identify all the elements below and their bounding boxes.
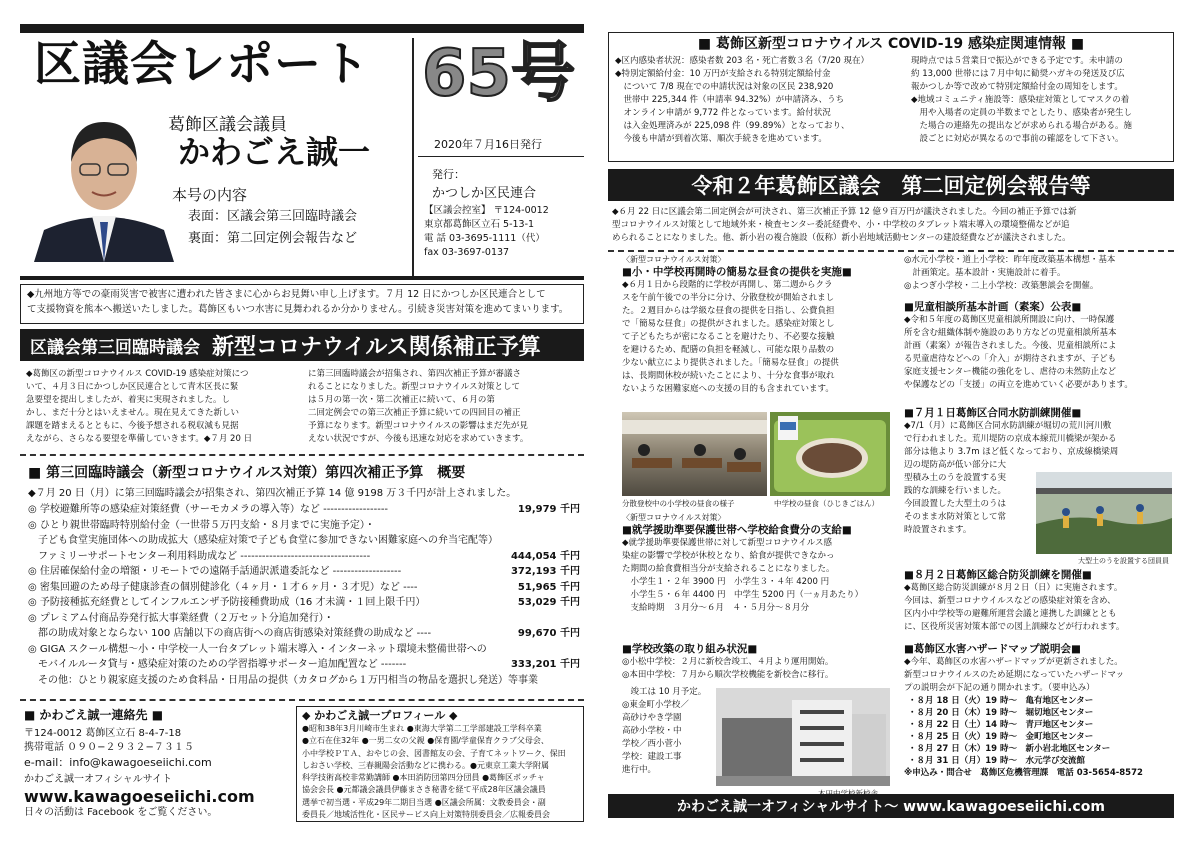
site-url[interactable]: www.kawagoeseiichi.com [24, 788, 255, 806]
photo-flood-drill [1036, 472, 1172, 554]
profile-title: ◆ かわごえ誠一プロフィール ◆ [302, 709, 458, 722]
office-info: 【区議会控室】 〒124-0012 東京都葛飾区立石 5-13-1 電 話 03-3695-1111（代） fax 03-3697-0137 [424, 205, 549, 258]
issue-number: 65号 [422, 37, 576, 111]
divider [412, 38, 414, 278]
covid-col-left: ◆区内感染者状況：感染者数 203 名・死亡者数３名（7/20 現在） ◆特別定額給付金：10 万円が支給される特別定額給付金 について 7/8 現在での申請状況は対象の区民 238,920 世帯中 225,344 件（申請率 94.32%）が申請済み、うち オンライン申請が 9,772 件となっています。給付状況 は入金処理済みが 225,098 件（99.89%）となっており、 今後も申請が到着次第、順次手続きを進めています。 [615, 56, 869, 144]
portrait [34, 102, 174, 262]
footer-site[interactable]: かわごえ誠一オフィシャルサイト〜 www.kawagoeseiichi.com [677, 799, 1105, 815]
left-page [20, 14, 584, 822]
consult-title: ■児童相談所基本計画（素案）公表■ [904, 301, 1082, 313]
toc-item: 表面：区議会第三回臨時議会 [188, 209, 358, 224]
aid-title: ■就学援助準要保護世帯へ学校給食費分の支給■ [622, 524, 852, 536]
session-intro: ◆６月 22 日に区議会第二回定例会が可決され、第三次補正予算 12 億９百万円が議決されました。今回の補正予算では新 型コロナウイルス対策として地域外来・検査センター委託経費や、小・中学校のタブレット端末導入の環境整備などが追 められることになりました。他、新小岩の複合施設（仮称）新小岩地域活動センターの建設経費などが議決されました。 [612, 207, 1077, 243]
school-side: 竣工は 10 月予定。 ◎東金町小学校／ 高砂けやき学園 高砂小学校・中 学校／西小菅小 学校：建設工事 進行中。 [622, 687, 707, 775]
session-item: ・８月 25 日（火）19 時〜 金町地区センター [908, 732, 1094, 742]
intro-col-left: ◆葛飾区の新型コロナウイルス COVID-19 感染症対策につ いて、４月３日にかつしか区民連合として青木区長に緊 急要望を提出しましたが、着実に実現されました。し かし、まだ十分とはいえません。現在見えてきた新しい 課題を踏まえるとともに、今後予想される税収減も見据 えながら、さらなる要望を準備していきます。◆７月 20 日 [26, 369, 253, 444]
banner-special-session: 区議会第三回臨時議会 新型コロナウイルス関係補正予算 [20, 329, 584, 361]
drill-section: ■８月２日葛飾区総合防災訓練を開催■ ◆葛飾区総合防災訓練が８月２日（日）に実施されます。 今回は、新型コロナウイルスなどの感染症対策を含め、 区内小中学校等の避難所運営会議と連携した訓練ととも に、区役所災害対策本部での図上訓練などが行われます。 [904, 568, 1172, 634]
aid-section: 〈新型コロナウイルス対策〉 ■就学援助準要保護世帯へ学校給食費分の支給■ ◆就学援助準要保護世帯に対して新型コロナウイルス感 染症の影響で学校が休校となり、給食が提供できなかっ た期間の給食費相当分が支給されることになりました。 小学生１・２年 3900 円 小学生３・４年 4200 円 小学生５・６年 4400 円 中学生 5200 円（一ヵ月あたり） 支給時期 ３月分〜６月 ４・５月分〜８月分 [622, 512, 890, 615]
school-title: ■学校改築の取り組み状況■ [622, 643, 758, 655]
hazard-section: ■葛飾区水害ハザードマップ説明会■ ◆今年、葛飾区の水害ハザードマップが更新されました。 新型コロナウイルスのため延期になっていたハザードマッ プの説明会が下記の通り開かれます。（要申込み） ・８月 18 日（火）19 時〜 亀有地区センター ・８月 20 日（木）19 時〜 堀切地区センター ・８月 22 日（土）14 時〜 青戸地区センター ・８月 25 日（火）19 時〜 金町地区センター ・８月 27 日（木）19 時〜 新小岩北地区センター ・８月 31 日（月）19 時〜 水元学び交流館 ※申込み・問合せ 葛飾区危機管理課 電話 03-5654-8572 [904, 642, 1172, 779]
budget-item: 子ども食堂実施団体への助成拡大（感染症対策で子ども食堂に参加できない困難家庭への弁当宅配等） [28, 535, 498, 546]
dashed-rule [608, 250, 1174, 252]
notice-box: ◆九州地方等での豪雨災害で被害に遭われた皆さまに心からお見舞い申し上げます。７月 12 日にかつしか区民連合として て支援物資を熊本へ搬送いたしました。葛飾区もいつ水害に見舞われるか分かりません。引続き災害対策を進めてまいります。 [20, 284, 584, 324]
covid-title: ■ 葛飾区新型コロナウイルス COVID-19 感染症関連情報 ■ [697, 36, 1085, 52]
report-title: 区議会レポート [34, 37, 370, 92]
contact-title: ■ かわごえ誠一連絡先 ■ [24, 708, 164, 722]
member-name: かわごえ誠一 [178, 133, 371, 171]
consult-section: ■児童相談所基本計画（素案）公表■ ◆令和５年度の葛飾区児童相談所開設に向け、一時保護 所を含む組織体制や施設のあり方などの児童相談所基本 計画（素案）が報告されました。今後、児童相談所によ る児童虐待などへの「介入」が期待されますが、子ども 家庭支援センター機能の強化をし、虐待の未然防止など や保護などの「支援」の両立を進めていく必要があります。 [904, 300, 1172, 392]
budget-item: ◎ ひとり親世帯臨時特別給付金（一世帯５万円支給・８月までに実施予定）・ [28, 519, 375, 531]
budget-item: ◎ GIGA スクール構想〜小・中学校一人一台タブレット端末導入・インターネット環境未整備世帯への [28, 643, 487, 655]
budget-item: 都の助成対象とならない 100 店舗以下の商店街への商店街感染対策経費の助成など ---- 99,670 千円 [28, 628, 580, 639]
email[interactable]: e-mail：info@kawagoeseiichi.com [24, 756, 212, 769]
caption: 分散登校中の小学校の昼食の様子 [622, 499, 735, 508]
session-item: ・８月 31 日（月）19 時〜 水元学び交流館 [908, 756, 1086, 766]
hazard-apply: ※申込み・問合せ 葛飾区危機管理課 電話 03-5654-8572 [904, 768, 1143, 778]
top-rule [20, 24, 584, 33]
divider [418, 156, 584, 157]
contact-box: ■ かわごえ誠一連絡先 ■ 〒124-0012 葛飾区立石 8-4-7-18 携帯電話 ０９０−２９３２−７３１５ e-mail：info@kawagoeseiichi.com かわごえ誠一オフィシャルサイト www.kawagoeseiichi.com 日々の活動は Facebook をご覧ください。 [24, 706, 286, 820]
photo-classroom [622, 412, 767, 496]
session-item: ・８月 20 日（木）19 時〜 堀切地区センター [908, 708, 1094, 718]
budget-item: その他：ひとり親家庭支援のため食料品・日用品の提供（カタログから１万円相当の物品を選択し発送）等事業 [28, 674, 538, 686]
flood-title: ■７月１日葛飾区合同水防訓練開催■ [904, 407, 1082, 419]
dashed-rule [20, 699, 584, 701]
issue-date: 2020年７月16日発行 [434, 138, 542, 151]
budget-item: モバイルルータ貸与・感染症対策のための学習指導サポーター追加配置など ------- 333,201 千円 [28, 659, 580, 670]
drill-title: ■８月２日葛飾区総合防災訓練を開催■ [904, 569, 1092, 581]
budget-list [28, 502, 580, 688]
profile-box: ◆ かわごえ誠一プロフィール ◆ ●昭和38年3月川崎市生まれ ●東海大学第二工学部建設工学科卒業 ●立石在住32年 ●一男二女の父親 ●保育園/学童保育クラブ父母会、 小中学校ＰＴＡ、おやじの会、図書館友の会、子育てネットワーク、保田 しおさい学校、三春親陽会活動などに携わる。●元東京工業大学附属 科学技術高校非常勤講師 ●本田消防団第四分団員 ●葛飾区ボッチャ 協会会長 ●元都議会議員伊藤まさき秘書を経て平成28年区議会議員 選挙で初当選・平成29年二期目当選 ●区議会所属：文教委員会・副 委員長／地域活性化・区民サービス向上対策特別委員会／広報委員会 [296, 706, 584, 822]
caption: 中学校の昼食（ひじきごはん） [774, 499, 879, 508]
toc [188, 206, 357, 250]
budget-item: ◎ 学校避難所等の感染症対策経費（サーモカメラの導入等）など ------------------ 19,979 千円 [28, 504, 580, 515]
budget-item: ◎ プレミアム付商品券発行拡大事業経費（２万セット分追加発行）・ [28, 612, 334, 624]
publisher: かつしか区民連合 [432, 186, 537, 201]
toc-title: 本号の内容 [172, 186, 248, 204]
lunch-title: ■小・中学校再開時の簡易な昼食の提供を実施■ [622, 266, 852, 278]
school-section: ■学校改築の取り組み状況■ ◎小松中学校：２月に新校舎竣工、４月より運用開始。 ◎本田中学校：７月から順次学校機能を新校舎に移行。 [622, 642, 890, 682]
intro-col-right: に第三回臨時議会が招集され、第四次補正予算が審議さ れることになりました。新型コロナウイルス対策として は５月の第一次・第二次補正に続いて、６月の第 二回定例会での第三次補正予算に続いての四回目の補正 予算になります。新型コロナウイルスの影響はまだ先が見 えない状況ですが、今後も迅速な対応を求めていきます。 [308, 369, 529, 444]
dashed-rule [20, 454, 584, 456]
budget-item: ◎ 密集回避のため母子健康診査の個別健診化（４ヶ月・１才６ヶ月・３才児）など ---- 51,965 千円 [28, 581, 580, 593]
right-page [608, 14, 1174, 822]
budget-item: ◎ 住居確保給付金の増額・リモートでの遠隔手話通訳派遣委託など ------------------- 372,193 千円 [28, 566, 580, 577]
session-item: ・８月 18 日（火）19 時〜 亀有地区センター [908, 696, 1094, 706]
flood-section: ■７月１日葛飾区合同水防訓練開催■ ◆7/1（月）に葛飾区合同水防訓練が堀切の荒川河川敷 で行われました。荒川堤防の京成本線荒川橋梁が架かる 部分は他より 3.7m ほど低くなっており、京成線橋梁周 辺の堤防高が低い部分に大 型積み土のうを設置する実 践的な訓練を行いました。 今回設置した大型土のうは そのまま水防対策として常 時設置されます。 [904, 406, 1172, 537]
session-item: ・８月 22 日（土）14 時〜 青戸地区センター [908, 720, 1094, 730]
budget-lead: ◆７月 20 日（月）に第三回臨時議会が招集され、第四次補正予算 14 億 9198 万３千円が計上されました。 [28, 488, 517, 499]
session-item: ・８月 27 日（木）19 時〜 新小岩北地区センター [908, 744, 1111, 754]
budget-title: ■ 第三回臨時議会（新型コロナウイルス対策）第四次補正予算 概要 [28, 465, 466, 481]
covid-box [608, 32, 1174, 162]
member-role: 葛飾区議会議員 [168, 115, 287, 135]
publisher-label: 発行： [432, 168, 465, 181]
hazard-title: ■葛飾区水害ハザードマップ説明会■ [904, 643, 1081, 655]
hazard-sessions [904, 695, 1172, 767]
renovation-list: ◎水元小学校・道上小学校：昨年度改築基本構想・基本 計画策定。基本設計・実施設計に着手。 ◎よつぎ小学校・二上小学校：改築懇談会を開催。 [904, 255, 1116, 291]
footer-banner [608, 794, 1174, 818]
banner-regular-session: 令和２年葛飾区議会 第二回定例会報告等 [608, 169, 1174, 201]
lunch-section: 〈新型コロナウイルス対策〉 ■小・中学校再開時の簡易な昼食の提供を実施■ ◆６月１日から段階的に学校が再開し、第二週からクラ スを午前午後での半分に分け、分散登校が開始されまし た。２週目からは学級な昼食の提供を日指し、公費負担 で「簡易な昼食」の提供がされました。感染症対策とし て子どもたちが密になることを避けたり、不必要な接触 を避けるため、配膳の負担を軽減し、可能な限り品数の 少ない献立により提供されました。「簡易な昼食」の提供 は、長期間休校が続いたことにより、十分な食事が取れ ないような困難家庭への支援の目的も含まれています。 [622, 254, 890, 396]
photo-lunch [770, 412, 890, 496]
covid-col-right: 現時点では５営業日で振込ができる予定です。未申請の 約 13,000 世帯には７月中旬に勧奨ハガキの発送及び広 報かつしか等で改めて特別定額給付金の周知をします。 ◆地域コミュニティ施設等：感染症対策としてマスクの着 用や入場者の定員の半数までとしたり、感染者が発生し た場合の連絡先の提出などが求められる場合がある。施 設ごとに対応が異なるので事前の確認をして下さい。 [911, 56, 1133, 144]
photo-school-building [716, 688, 890, 786]
caption: 大型土のうを設置する団員員 [1078, 557, 1169, 565]
budget-item: ファミリーサポートセンター利用料助成など ------------------------------------ 444,054 千円 [28, 550, 580, 562]
rule [20, 276, 584, 280]
toc-item: 裏面：第二回定例会報告など [188, 231, 358, 246]
budget-item: ◎ 予防接種拡充経費としてインフルエンザ予防接種費助成（16 才未満・１回上限千円） 53,029 千円 [28, 597, 580, 608]
